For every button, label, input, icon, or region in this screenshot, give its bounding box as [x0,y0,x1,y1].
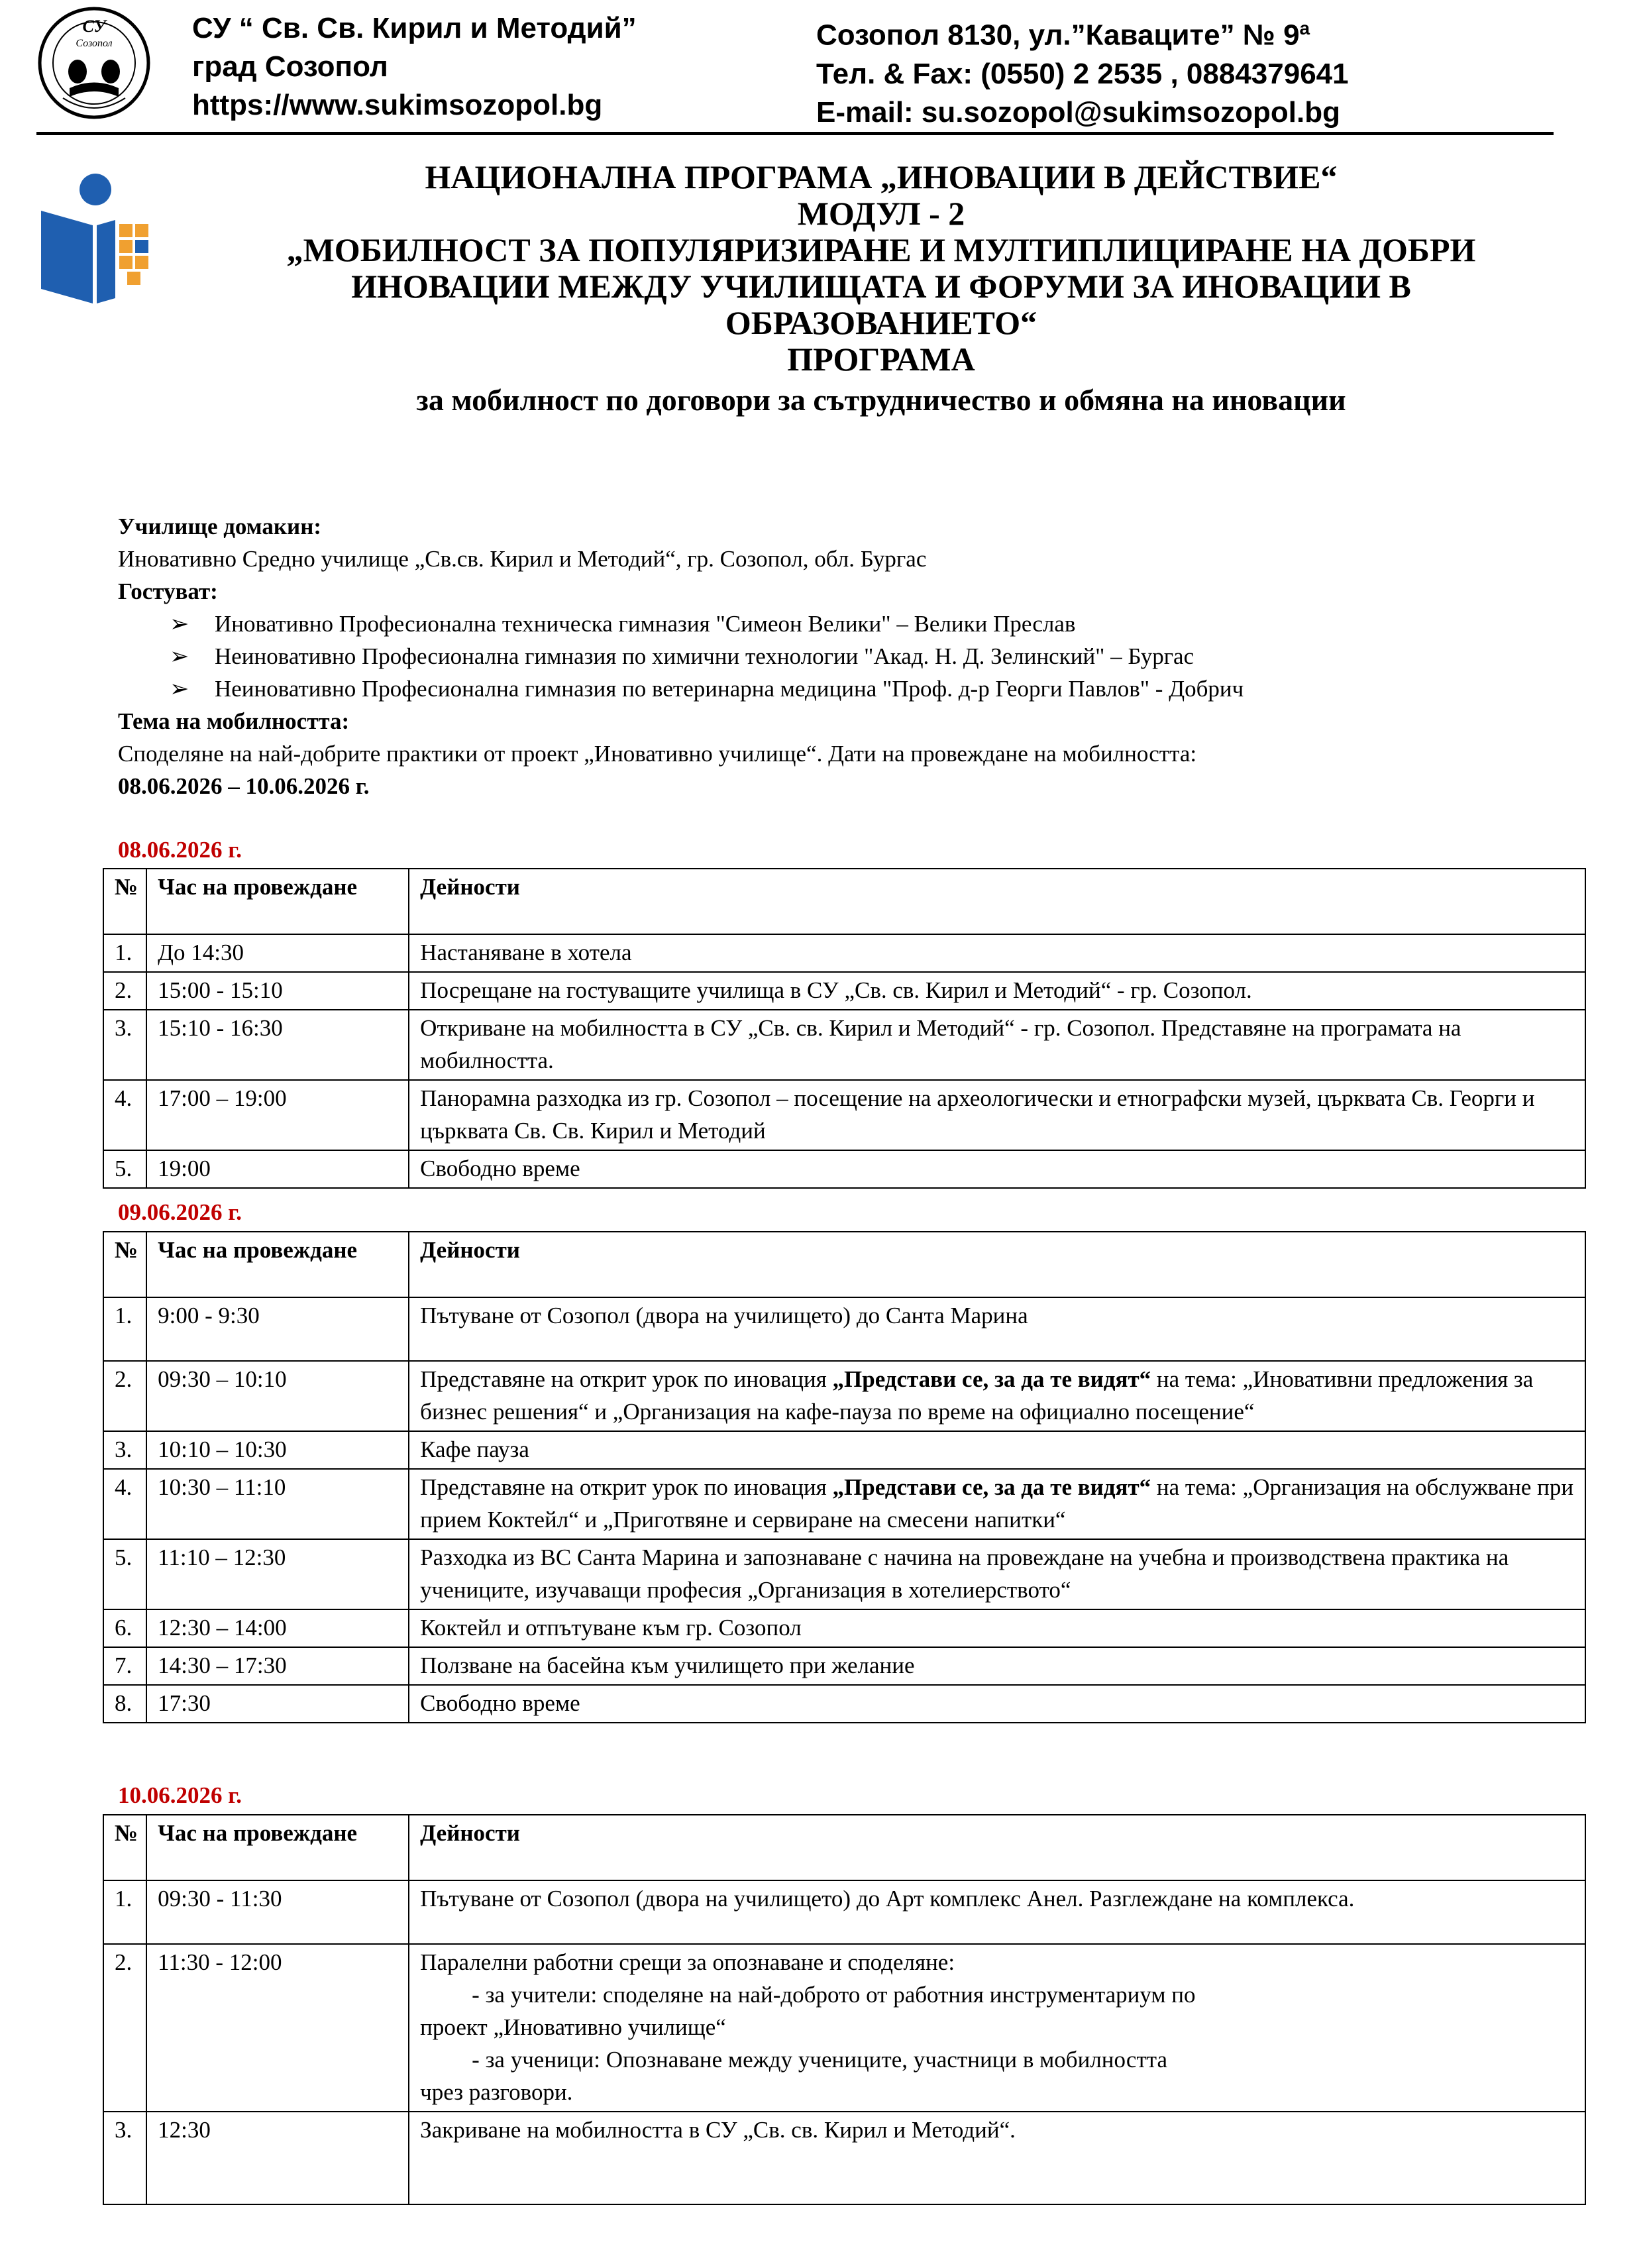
title-mobility-line2: ИНОВАЦИИ МЕЖДУ УЧИЛИЩАТА И ФОРУМИ ЗА ИНОВАЦИИ В [351,268,1411,305]
title-subtitle: за мобилност по договори за сътрудничество и обмяна на иновации [416,383,1346,417]
row-activity: Кафе пауза [409,1431,1585,1469]
row-time: 09:30 – 10:10 [146,1361,409,1431]
list-item: ➢ Неиновативно Професионална гимназия по ветеринарна медицина "Проф. д-р Георги Павлов" - Добрич [170,673,1575,705]
innovation-name: „Представи се, за да те видят“ [832,1474,1151,1500]
row-time: 14:30 – 17:30 [146,1647,409,1685]
table-row [103,1150,1585,1188]
day3-date: 10.06.2026 г. [118,1782,242,1808]
row-activity: Посрещане на гостуващите училища в СУ „Св. св. Кирил и Методий“ - гр. Созопол. [409,972,1585,1010]
title-program: ПРОГРАМА [787,341,975,378]
row-activity: Настаняване в хотела [409,934,1585,972]
row-num: 4. [103,1080,146,1150]
row-num: 3. [103,1010,146,1080]
row-activity: Панорамна разходка из гр. Созопол – посещение на археологически и етнографски музей, църквата Св. Георги и църквата Св. Св. Кирил и Методий [409,1080,1585,1150]
innovation-program-logo [41,171,159,303]
row-time: 12:30 – 14:00 [146,1609,409,1647]
row-activity: Пътуване от Созопол (двора на училището) до Арт комплекс Анел. Разглеждане на комплекса. [409,1880,1585,1944]
row-num: 7. [103,1647,146,1685]
row-time: До 14:30 [146,934,409,972]
list-item: ➢ Неиновативно Професионална гимназия по химични технологии "Акад. Н. Д. Зелинский" – Бургас [170,640,1575,673]
host-school: Иновативно Средно училище „Св.св. Кирил и Методий“, гр. Созопол, обл. Бургас [118,546,927,572]
title-mobility-line1: „МОБИЛНОСТ ЗА ПОПУЛЯРИЗИРАНЕ И МУЛТИПЛИЦИРАНЕ НА ДОБРИ [286,231,1476,268]
host-label: Училище домакин: [118,513,322,539]
school-address: Созопол 8130, ул.”Кавацитe” № $9^а$ [816,18,1310,52]
header-time: Час на провеждане [146,1232,409,1297]
row-time: 11:10 – 12:30 [146,1539,409,1609]
list-item: ➢ Иновативно Професионална техническа гимназия "Симеон Велики" – Велики Преслав [170,608,1575,640]
header-num: № [103,1232,146,1297]
document-titles [159,159,1603,418]
row-activity: Представяне на открит урок по иновация „Представи се, за да те видят“ на тема: „Организация на обслужване при прием Коктейл“ и „Приготвяне и сервиране на смесени напитки“ [409,1469,1585,1539]
title-mobility-line3: ОБРАЗОВАНИЕТО“ [725,304,1037,341]
arrow-bullet-icon: ➢ [170,611,189,637]
day2-schedule-table [103,1231,1586,1723]
header-activities: Дейности [409,869,1585,934]
innovation-name: „Представи се, за да те видят“ [832,1366,1151,1392]
header-time: Час на провеждане [146,869,409,934]
school-phone: Тел. & Fax: (0550) 2 2535 , 0884379641 [816,57,1349,90]
table-header-row [103,1815,1585,1880]
school-email[interactable]: E-mail: su.sozopol@sukimsozopol.bg [816,95,1340,129]
row-time: 17:00 – 19:00 [146,1080,409,1150]
title-module: МОДУЛ - 2 [797,195,965,232]
title-national-program: НАЦИОНАЛНА ПРОГРАМА „ИНОВАЦИИ В ДЕЙСТВИЕ“ [425,158,1338,195]
school-website[interactable]: https://www.sukimsozopol.bg [192,89,603,121]
row-num: 4. [103,1469,146,1539]
header-time: Час на провеждане [146,1815,409,1880]
table-row [103,1609,1585,1647]
guests-label: Гостуват: [118,578,218,604]
table-row [103,2112,1585,2204]
table-row [103,1361,1585,1431]
table-row [103,934,1585,972]
row-activity: Ползване на басейна към училището при желание [409,1647,1585,1685]
row-time: 15:10 - 16:30 [146,1010,409,1080]
table-row [103,1539,1585,1609]
row-time: 10:30 – 11:10 [146,1469,409,1539]
row-num: 2. [103,972,146,1010]
row-num: 1. [103,934,146,972]
row-num: 2. [103,1361,146,1431]
header-num: № [103,869,146,934]
letterhead-left [192,9,637,125]
table-row [103,1297,1585,1361]
row-time: 17:30 [146,1685,409,1723]
table-row [103,1880,1585,1944]
row-num: 1. [103,1297,146,1361]
table-row [103,1469,1585,1539]
day2-date: 09.06.2026 г. [118,1199,242,1225]
row-activity: Закриване на мобилността в СУ „Св. св. Кирил и Методий“. [409,2112,1585,2204]
day1-schedule-table [103,868,1586,1189]
row-activity: Паралелни работни срещи за опознаване и споделяне: - за учители: споделяне на най-доброто от работния инструментариум по проект „Иновативно училище“ - за ученици: Опознаване между учениците, участници в мобилността чрез разговори. [409,1944,1585,2112]
students-meeting: - за ученици: Опознаване между учениците, участници в мобилността [472,2047,1168,2073]
mobility-dates: 08.06.2026 – 10.06.2026 г. [118,773,370,799]
row-time: 09:30 - 11:30 [146,1880,409,1944]
table-header-row [103,869,1585,934]
day1-date: 08.06.2026 г. [118,837,242,863]
header-activities: Дейности [409,1232,1585,1297]
table-row [103,1080,1585,1150]
row-time: 19:00 [146,1150,409,1188]
row-activity: Разходка из ВС Санта Марина и запознаване с начина на провеждане на учебна и производствена практика на учениците, изучаващи професия „Организация в хотелиерството“ [409,1539,1585,1609]
theme-text: Споделяне на най-добрите практики от проект „Иновативно училище“. Дати на провеждане на мобилността: [118,741,1197,767]
row-time: 9:00 - 9:30 [146,1297,409,1361]
table-row [103,1431,1585,1469]
arrow-bullet-icon: ➢ [170,676,189,702]
teachers-meeting: - за учители: споделяне на най-доброто от работния инструментариум по [472,1982,1196,2008]
school-city: град Созопол [192,50,388,83]
row-num: 3. [103,2112,146,2204]
svg-text:Созопол: Созопол [76,38,113,49]
table-row [103,1010,1585,1080]
arrow-bullet-icon: ➢ [170,643,189,669]
row-time: 15:00 - 15:10 [146,972,409,1010]
table-row [103,972,1585,1010]
row-num: 5. [103,1539,146,1609]
row-num: 3. [103,1431,146,1469]
row-num: 2. [103,1944,146,2112]
row-num: 6. [103,1609,146,1647]
guests-list [118,608,1575,705]
row-activity: Откриване на мобилността в СУ „Св. св. Кирил и Методий“ - гр. Созопол. Представяне на програмата на мобилността. [409,1010,1585,1080]
row-activity: Представяне на открит урок по иновация „Представи се, за да те видят“ на тема: „Иновативни предложения за бизнес решения“ и „Организация на кафе-пауза по време на официално посещение“ [409,1361,1585,1431]
header-num: № [103,1815,146,1880]
school-name: СУ “ Св. Св. Кирил и Методий” [192,12,637,44]
header-activities: Дейности [409,1815,1585,1880]
table-header-row [103,1232,1585,1297]
letterhead-divider [36,132,1554,135]
svg-text:СУ: СУ [82,17,106,36]
table-row [103,1685,1585,1723]
row-activity: Свободно време [409,1685,1585,1723]
letterhead-right [816,9,1349,132]
row-activity: Свободно време [409,1150,1585,1188]
row-activity: Пътуване от Созопол (двора на училището) до Санта Марина [409,1297,1585,1361]
row-time: 11:30 - 12:00 [146,1944,409,2112]
school-seal-logo [36,5,152,121]
letterhead [0,0,1643,139]
row-time: 10:10 – 10:30 [146,1431,409,1469]
row-num: 8. [103,1685,146,1723]
day3-schedule-table [103,1814,1586,2205]
mobility-info [118,510,1575,802]
row-num: 5. [103,1150,146,1188]
row-time: 12:30 [146,2112,409,2204]
theme-label: Тема на мобилността: [118,708,350,734]
row-num: 1. [103,1880,146,1944]
table-row [103,1944,1585,2112]
table-row [103,1647,1585,1685]
row-activity: Коктейл и отпътуване към гр. Созопол [409,1609,1585,1647]
